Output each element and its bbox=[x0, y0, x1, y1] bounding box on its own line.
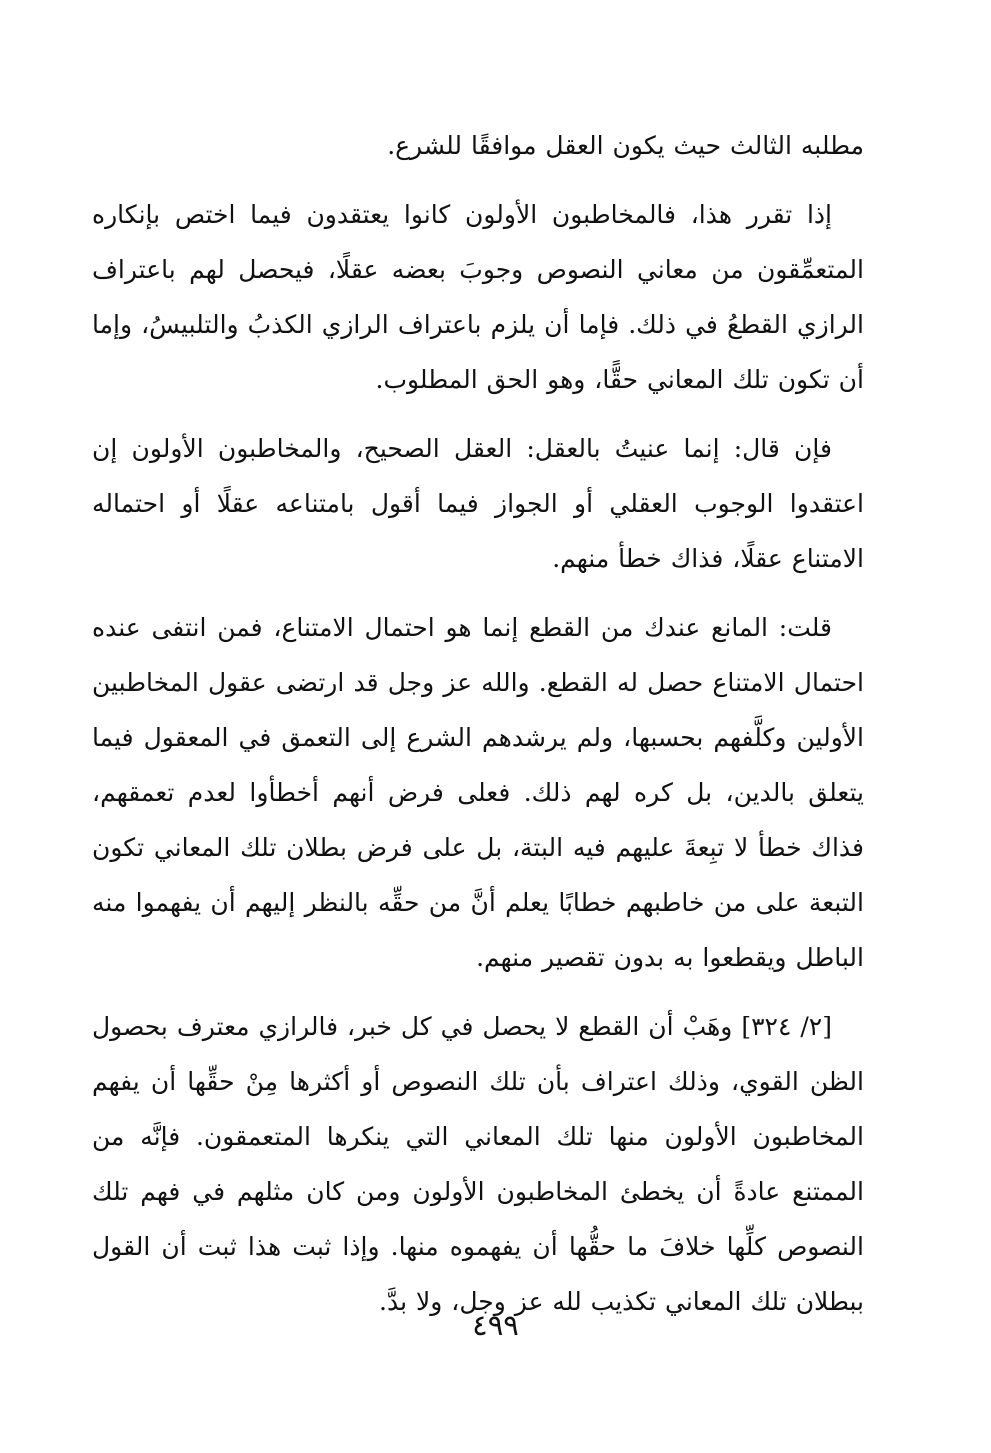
paragraph-5: [٢/ ٣٢٤] وهَبْ أن القطع لا يحصل في كل خبر، فالرازي معترف بحصول الظن القوي، وذلك اعتراف بأن تلك النصوص أو أكثرها مِنْ حقِّها أن يفهم المخاطبون الأولون منها تلك المعاني التي ينكرها المتعمقون. فإنَّه من الممتنع عادةً أن يخطئ المخاطبون الأولون ومن كان مثلهم في فهم تلك النصوص كلِّها خلافَ ما حقُّها أن يفهموه منها. وإذا ثبت هذا ثبت أن القول ببطلان تلك المعاني تكذيب لله عز وجل، ولا بدَّ. bbox=[92, 1012, 864, 1316]
paragraph-4: قلت: المانع عندك من القطع إنما هو احتمال الامتناع، فمن انتفى عنده احتمال الامتناع حصل له القطع. والله عز وجل قد ارتضى عقول المخاطبين الأولين وكلَّفهم بحسبها، ولم يرشدهم الشرع إلى التعمق في المعقول فيما يتعلق بالدين، بل كره لهم ذلك. فعلى فرض أنهم أخطأوا لعدم تعمقهم، فذاك خطأ لا تبِعةَ عليهم فيه البتة، بل على فرض بطلان تلك المعاني تكون التبعة على من خاطبهم خطابًا يعلم أنَّ من حقِّه بالنظر إليهم أن يفهموا منه الباطل ويقطعوا به بدون تقصير منهم. bbox=[92, 613, 864, 972]
page-number: ٤٩٩ bbox=[472, 1308, 519, 1342]
paragraph-2: إذا تقرر هذا، فالمخاطبون الأولون كانوا يعتقدون فيما اختص بإنكاره المتعمِّقون من معاني النصوص وجوبَ بعضه عقلًا، فيحصل لهم باعتراف الرازي القطعُ في ذلك. فإما أن يلزم باعتراف الرازي الكذبُ والتلبيسُ، وإما أن تكون تلك المعاني حقًّا، وهو الحق المطلوب. bbox=[92, 200, 864, 394]
paragraph-1: مطلبه الثالث حيث يكون العقل موافقًا للشرع. bbox=[387, 131, 864, 160]
paragraph-3: فإن قال: إنما عنيتُ بالعقل: العقل الصحيح، والمخاطبون الأولون إن اعتقدوا الوجوب العقلي أو الجواز فيما أقول بامتناعه عقلًا أو احتماله الامتناع عقلًا، فذاك خطأ منهم. bbox=[92, 434, 864, 573]
document-page-body bbox=[92, 118, 864, 1343]
